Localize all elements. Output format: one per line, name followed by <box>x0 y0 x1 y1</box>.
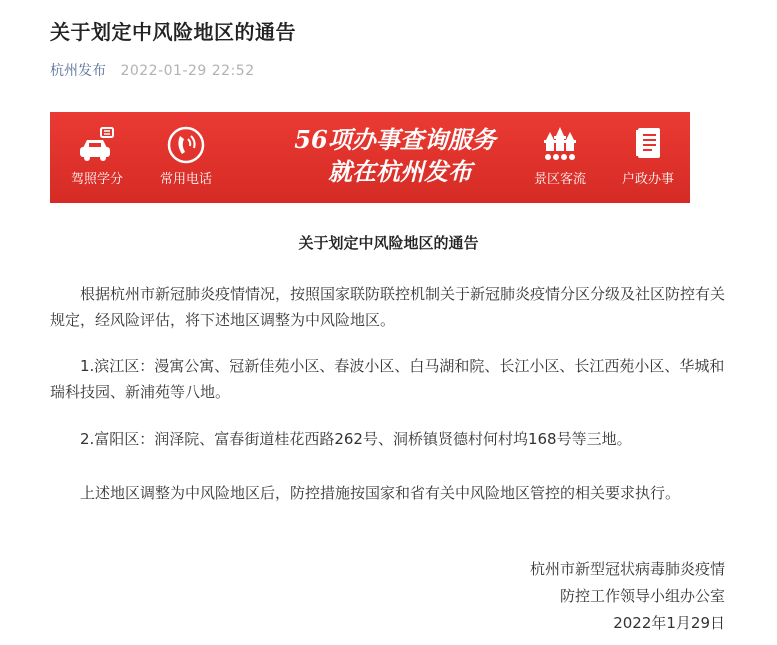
notice-heading: 关于划定中风险地区的通告 <box>298 234 479 252</box>
notice-paragraph: 1.滨江区：漫寓公寓、冠新佳苑小区、春波小区、白马湖和院、长江小区、长江西苑小区、华城和瑞科技园、新浦苑等八地。 <box>50 357 725 401</box>
signature-date: 2022年1月29日 <box>613 614 725 632</box>
banner-item-label: 景区客流 <box>533 172 586 187</box>
notice-paragraph: 根据杭州市新冠肺炎疫情情况，按照国家联防联控机制关于新冠肺炎疫情分区分级及社区防控有关规定，经风险评估，将下述地区调整为中风险地区。 <box>50 285 726 329</box>
notice-paragraph: 上述地区调整为中风险地区后，防控措施按国家和省有关中风险地区管控的相关要求执行。 <box>80 484 681 502</box>
article-meta <box>50 60 255 80</box>
service-banner[interactable] <box>50 112 690 203</box>
banner-item-license[interactable] <box>57 126 137 187</box>
banner-item-label: 户政办事 <box>621 172 674 187</box>
publish-date: 2022-01-29 22:52 <box>120 63 255 79</box>
slogan-line-2: 就在杭州发布 <box>328 157 472 186</box>
banner-item-label: 常用电话 <box>159 172 212 187</box>
slogan-line-1: 56项办事查询服务 <box>294 125 496 154</box>
document-icon <box>628 126 668 164</box>
notice-paragraph: 2.富阳区：润泽院、富春街道桂花西路262号、洞桥镇贤德村何村坞168号等三地。 <box>80 430 632 448</box>
article-title: 关于划定中风险地区的通告 <box>50 20 296 44</box>
banner-item-household[interactable] <box>608 126 688 187</box>
banner-item-label: 驾照学分 <box>70 172 123 187</box>
signature-org-line-2: 防控工作领导小组办公室 <box>559 587 725 605</box>
scenic-icon <box>538 126 582 164</box>
car-icon <box>77 126 117 164</box>
signature-org-line-1: 杭州市新型冠状病毒肺炎疫情 <box>529 560 725 578</box>
banner-item-scenic[interactable] <box>520 126 600 187</box>
phone-icon <box>166 126 206 164</box>
source-link[interactable]: 杭州发布 <box>50 63 106 79</box>
banner-slogan <box>250 124 540 188</box>
banner-item-phone[interactable] <box>146 126 226 187</box>
